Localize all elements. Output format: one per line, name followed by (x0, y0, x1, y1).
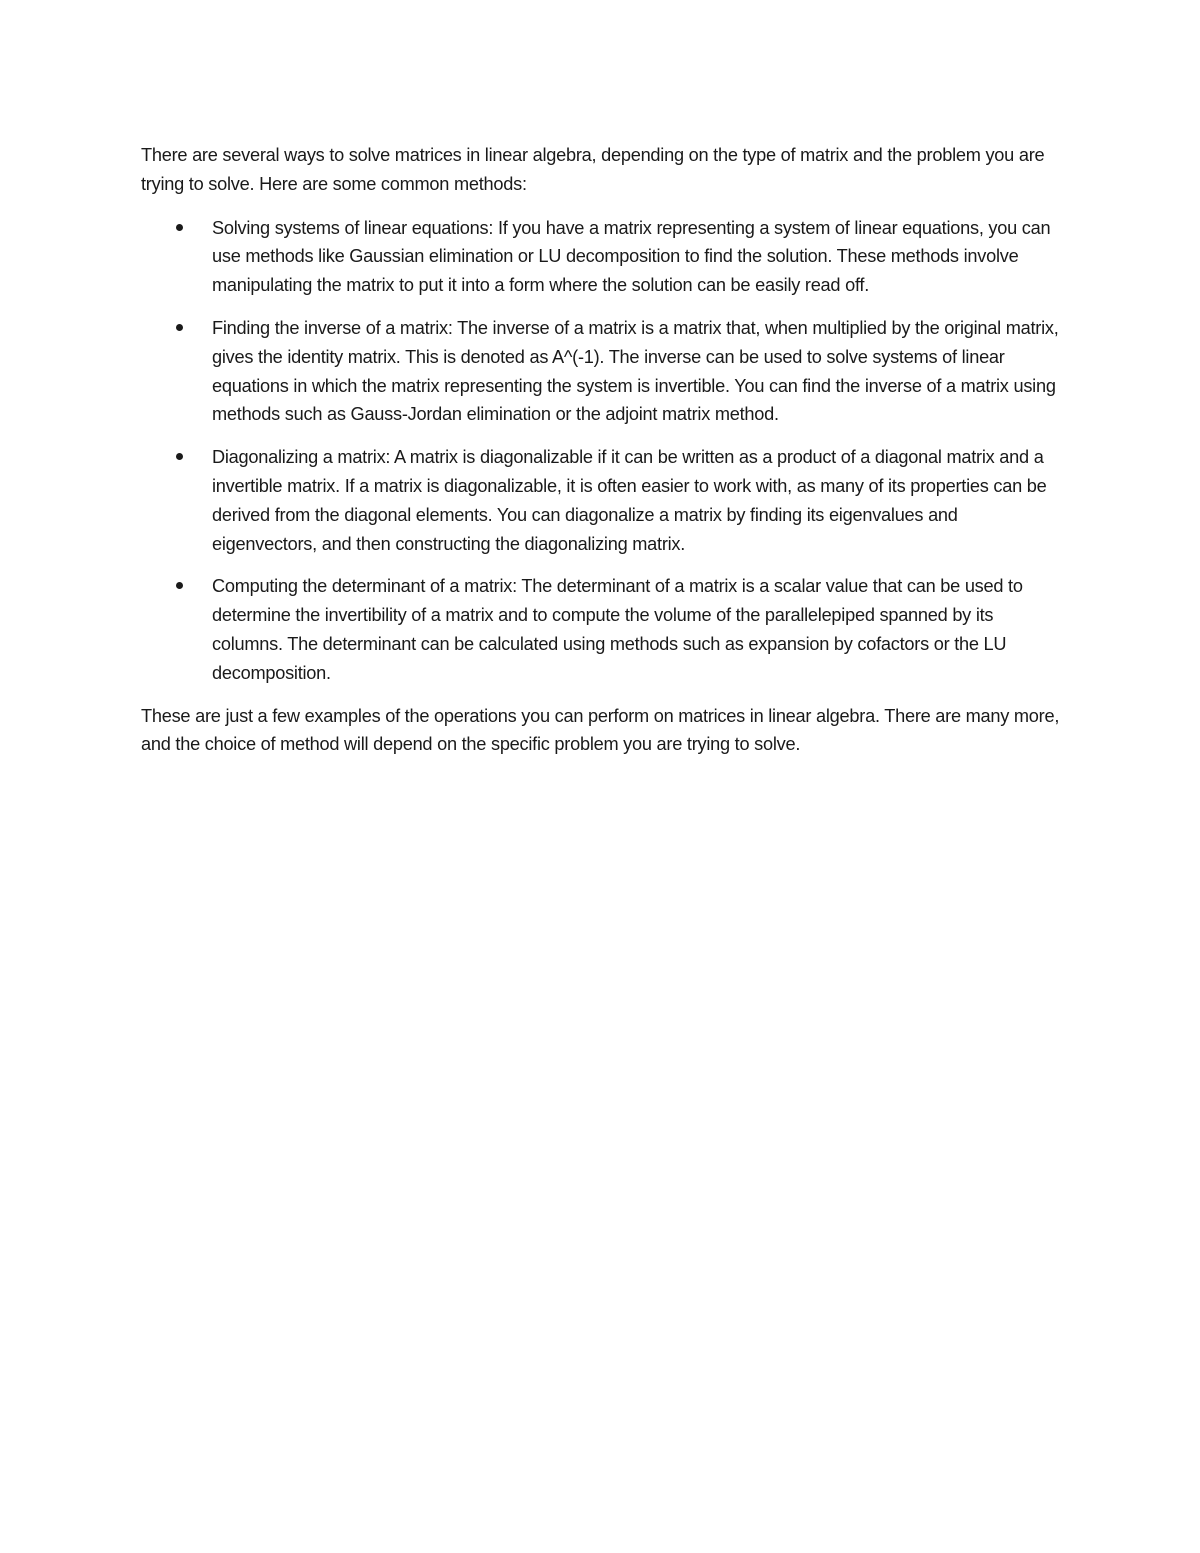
list-item (141, 314, 1061, 429)
list-item (141, 214, 1061, 300)
list-item-text: Finding the inverse of a matrix: The inverse of a matrix is a matrix that, when multiplied by the original matrix, gives the identity matrix. This is denoted as A^(-1). The inverse can be used to solve systems of linear equations in which the matrix representing the system is invertible. You can find the inverse of a matrix using methods such as Gauss-Jordan elimination or the adjoint matrix method. (212, 317, 1059, 425)
list-item-text: Computing the determinant of a matrix: The determinant of a matrix is a scalar value that can be used to determine the invertibility of a matrix and to compute the volume of the parallelepiped spanned by its columns. The determinant can be calculated using methods such as expansion by cofactors or the LU decomposition. (212, 576, 1023, 683)
closing-paragraph: These are just a few examples of the operations you can perform on matrices in linear algebra. There are many more, and the choice of method will depend on the specific problem you are trying to solve. (141, 705, 1060, 755)
bullet-icon (176, 324, 183, 331)
list-item-text: Solving systems of linear equations: If you have a matrix representing a system of linear equations, you can use methods like Gaussian elimination or LU decomposition to find the solution. These methods involve manipulating the matrix to put it into a form where the solution can be easily read off. (212, 217, 1051, 296)
bullet-icon (176, 224, 183, 231)
methods-list (141, 214, 1061, 688)
list-item (141, 572, 1061, 687)
intro-paragraph: There are several ways to solve matrices in linear algebra, depending on the type of matrix and the problem you are trying to solve. Here are some common methods: (141, 145, 1045, 194)
list-item (141, 443, 1061, 558)
bullet-icon (176, 582, 183, 589)
bullet-icon (176, 453, 183, 460)
document-body (141, 141, 1061, 759)
list-item-text: Diagonalizing a matrix: A matrix is diagonalizable if it can be written as a product of a diagonal matrix and a invertible matrix. If a matrix is diagonalizable, it is often easier to work with, as many of its properties can be derived from the diagonal elements. You can diagonalize a matrix by finding its eigenvalues and eigenvectors, and then constructing the diagonalizing matrix. (212, 447, 1047, 554)
